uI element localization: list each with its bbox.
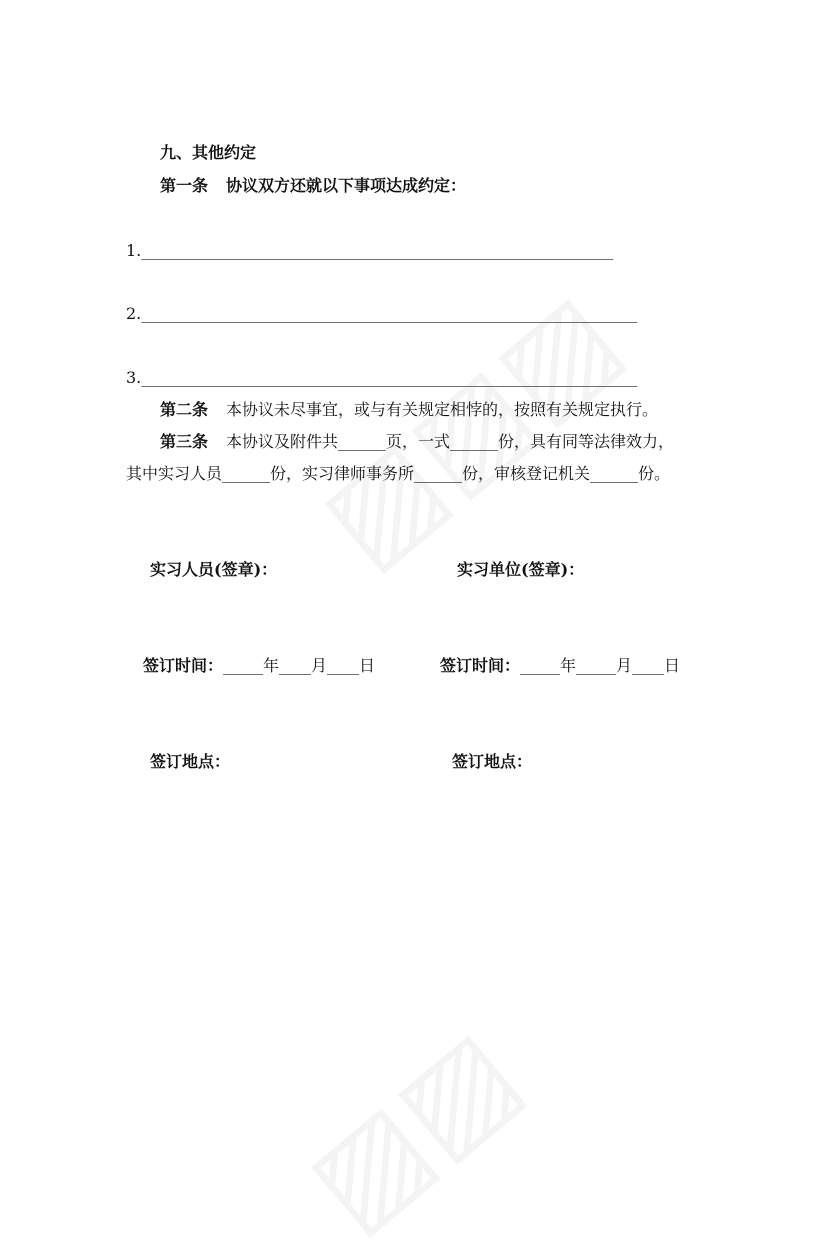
article-2-label: 第二条 (160, 400, 209, 419)
article-3-text: 本协议及附件共______页，一式______份，具有同等法律效力， (226, 432, 675, 451)
article-3 (160, 432, 674, 452)
right-place-label: 签订地点： (452, 752, 533, 771)
right-signer-label: 实习单位(签章)： (457, 560, 585, 579)
left-signer-label: 实习人员(签章)： (150, 560, 278, 579)
article-1-text: 协议双方还就以下事项达成约定： (226, 176, 467, 195)
left-date-value: _____年____月____日 (223, 656, 376, 675)
watermark (282, 1003, 545, 1255)
blank-item-3: 3.______________________________________________________________ (126, 368, 638, 387)
section-heading: 九、其他约定 (160, 143, 257, 162)
article-2-text: 本协议未尽事宜，或与有关规定相悖的，按照有关规定执行。 (226, 400, 659, 419)
article-3-label: 第三条 (160, 432, 209, 451)
right-date-value: _____年_____月____日 (520, 656, 681, 675)
left-place-label: 签订地点： (150, 752, 231, 771)
article-3-continued: 其中实习人员______份，实习律师事务所______份，审核登记机关______份。 (126, 464, 671, 483)
article-1-label: 第一条 (160, 176, 209, 195)
right-date (440, 656, 680, 676)
article-2 (160, 400, 658, 420)
blank-item-1: 1.___________________________________________________________ (126, 241, 614, 260)
blank-item-2: 2.______________________________________________________________ (126, 304, 638, 323)
left-date (143, 656, 375, 676)
right-date-label: 签订时间： (440, 656, 521, 675)
left-date-label: 签订时间： (143, 656, 224, 675)
article-1 (160, 176, 466, 196)
